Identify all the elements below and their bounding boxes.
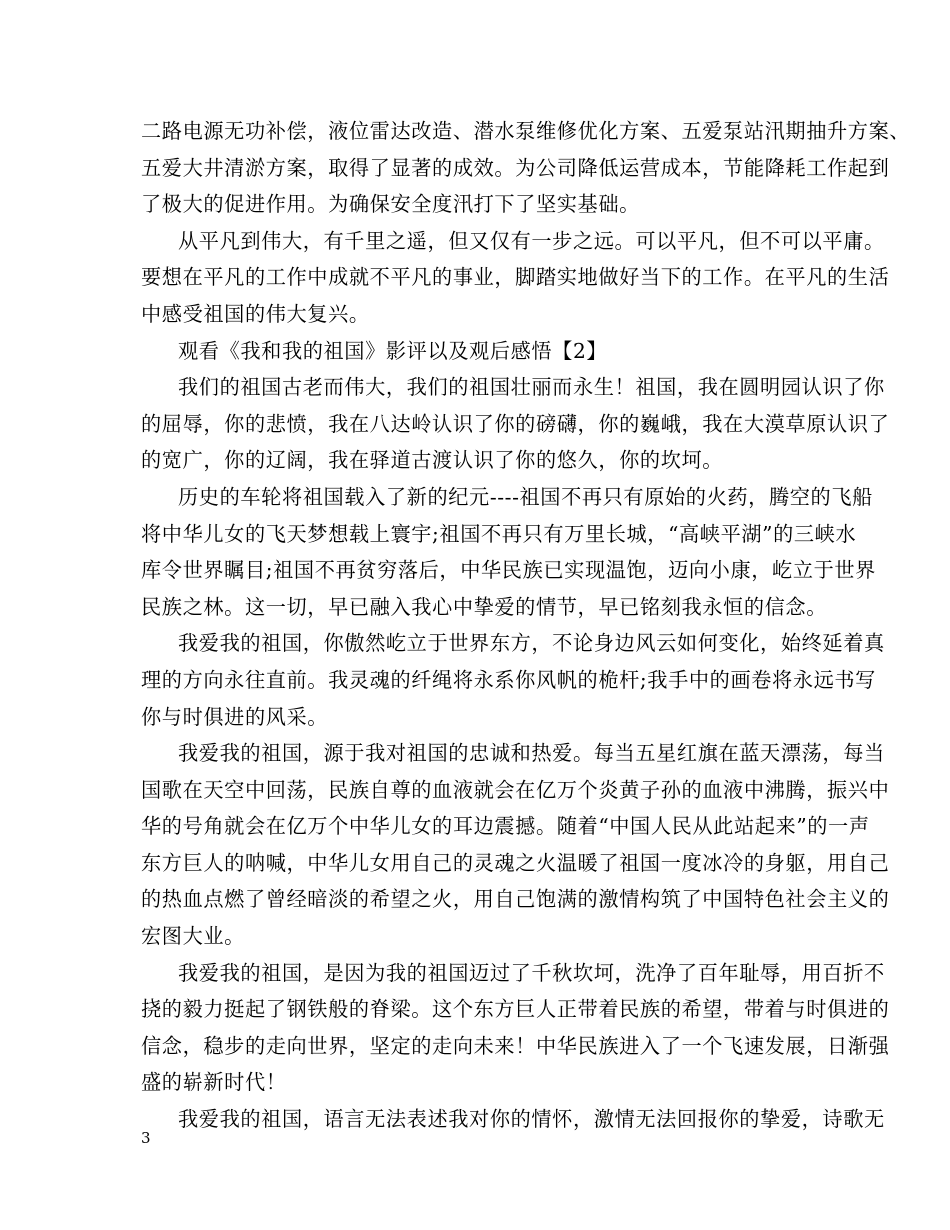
text-line: 库令世界瞩目;祖国不再贫穷落后，中华民族已实现温饱，迈向小康，屹立于世界 (141, 558, 876, 583)
text-line: 我们的祖国古老而伟大，我们的祖国壮丽而永生！祖国，我在圆明园认识了你 (178, 375, 885, 400)
text-line: 中感受祖国的伟大复兴。 (141, 301, 370, 326)
text-line: 历史的车轮将祖国载入了新的纪元----祖国不再只有原始的火药，腾空的飞船 (178, 484, 873, 509)
text-line: 华的号角就会在亿万个中华儿女的耳边震撼。随着“中国人民从此站起来”的一声 (141, 814, 870, 839)
text-line: 的屈辱，你的悲愤，我在八达岭认识了你的磅礴，你的巍峨，我在大漠草原认识了 (141, 411, 890, 436)
text-line: 的宽广，你的辽阔，我在驿道古渡认识了你的悠久，你的坎坷。 (141, 448, 724, 473)
text-line: 信念，稳步的走向世界，坚定的走向未来！中华民族进入了一个飞速发展，日渐强 (141, 1033, 890, 1058)
text-line: 我爱我的祖国，你傲然屹立于世界东方，不论身边风云如何变化，始终延着真 (178, 631, 885, 656)
text-line: 你与时俱进的风采。 (141, 704, 329, 729)
text-line: 五爱大井清淤方案，取得了显著的成效。为公司降低运营成本，节能降耗工作起到 (141, 155, 890, 180)
text-line: 观看《我和我的祖国》影评以及观后感悟【2】 (178, 338, 608, 363)
text-line: 我爱我的祖国，源于我对祖国的忠诚和热爱。每当五星红旗在蓝天漂荡，每当 (178, 741, 885, 766)
document-body (141, 113, 911, 1138)
text-line: 我爱我的祖国，语言无法表述我对你的情怀，激情无法回报你的挚爱，诗歌无 (178, 1107, 885, 1132)
text-line: 挠的毅力挺起了钢铁般的脊梁。这个东方巨人正带着民族的希望，带着与时俱进的 (141, 997, 890, 1022)
text-line: 民族之林。这一切，早已融入我心中挚爱的情节，早已铭刻我永恒的信念。 (141, 594, 827, 619)
text-line: 将中华儿女的飞天梦想载上寰宇;祖国不再只有万里长城，“高峡平湖”的三峡水 (141, 521, 857, 546)
text-line: 的热血点燃了曾经暗淡的希望之火，用自己饱满的激情构筑了中国特色社会主义的 (141, 887, 890, 912)
text-line: 我爱我的祖国，是因为我的祖国迈过了千秋坎坷，洗净了百年耻辱，用百折不 (178, 960, 885, 985)
text-line: 盛的崭新时代！ (141, 1070, 287, 1095)
text-line: 从平凡到伟大，有千里之遥，但又仅有一步之远。可以平凡，但不可以平庸。 (178, 228, 885, 253)
text-line: 要想在平凡的工作中成就不平凡的事业，脚踏实地做好当下的工作。在平凡的生活 (141, 265, 890, 290)
page-number: 3 (141, 1129, 151, 1147)
text-line: 宏图大业。 (141, 924, 245, 949)
text-line: 二路电源无功补偿，液位雷达改造、潜水泵维修优化方案、五爱泵站汛期抽升方案、 (141, 119, 911, 143)
text-line: 东方巨人的呐喊，中华儿女用自己的灵魂之火温暖了祖国一度冰冷的身躯，用自己 (141, 850, 890, 875)
text-line: 国歌在天空中回荡，民族自尊的血液就会在亿万个炎黄子孙的血液中沸腾，振兴中 (141, 777, 890, 802)
text-line: 理的方向永往直前。我灵魂的纤绳将永系你风帆的桅杆;我手中的画卷将永远书写 (141, 667, 876, 692)
text-line: 了极大的促进作用。为确保安全度汛打下了坚实基础。 (141, 192, 640, 217)
